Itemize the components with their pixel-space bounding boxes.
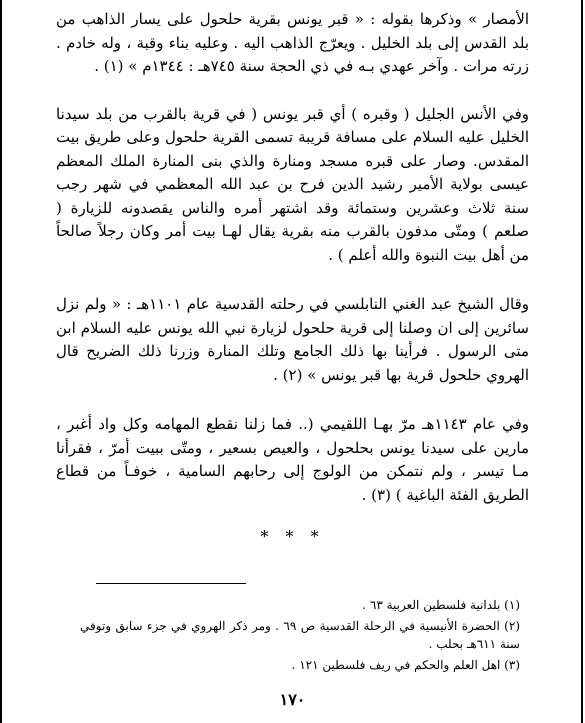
- footnotes: [80, 596, 520, 677]
- page-number: ١٧٠: [279, 690, 306, 709]
- page-body: [56, 8, 529, 549]
- footnote-rule: [96, 583, 246, 584]
- paragraph-4: وفي عام ١١٤٣هـ مرّ بهـا اللقيمي (.. فما زلنا نقطع المهامه وكل واد أغبر ، مارين على سيدنا يونس بحلحول ، والعيص بسعير ، ومتّى ببيت أمرّ ، فقرأنا مـا تيسر ، ولم نتمكن من الولوج إلى رحابهم السامية ، خوفـاً من قطاع الطريق الفئة الباغية ) (٣) .: [56, 415, 529, 504]
- page-frame-left-border: [0, 0, 2, 723]
- paragraph-2: وفي الأنس الجليل ( وقبره ) أي قبر يونس ( في قرية بالقرب من بلد سيدنا الخليل عليه السلام على مسافة قريبة تسمى القرية حلحول وعلى طريق بيت المقدس. وصار على قبره مسجد ومنارة والذي بنى المنارة الملك المعظم عيسى بولاية الأمير رشيد الدين فرح بن عبد الله المعظمي في شهر رجب سنة ثلاث وعشرين وستمائة وقد اشتهر أمره والناس يقصدونه للزيارة ( صلعم ) ومتّى مدفون بالقرب منه بقرية يقال لهـا بيت أمر وكان رجلاً صالحاً من أهل بيت النبوة والله أعلم ) .: [56, 104, 529, 264]
- paragraph-1: الأمصار » وذكرها بقوله : « قبر يونس بقرية حلحول على يسار الذاهب من بلد القدس إلى بلد الخليل . ويعرّج الذاهب اليه . وعليه بناء وقبة ، وله خادم . زرته مرات . وآخر عهدي بـه في ذي الحجة سنة ٧٤٥هـ : ١٣٤٤م » (١) .: [56, 10, 529, 75]
- footnote-1: (١) بلدانية فلسطين العربية ٦٣ .: [362, 598, 520, 612]
- section-separator: * * *: [260, 527, 325, 546]
- footnote-3: (٣) اهل العلم والحكم في ريف فلسطين ١٢١ .: [291, 658, 520, 672]
- paragraph-3: وقال الشيخ عبد الغني النابلسي في رحلته القدسية عام ١١٠١هـ : « ولم نزل سائرين إلى ان وصلنا إلى قرية حلحول لزيارة نبي الله يونس عليه السلام ابن متى الرسول . فرأينا بها ذلك الجامع وتلك المنارة وزرنا ذلك الضريح قال الهروي حلحول قرية بها قبر يونس » (٢) .: [56, 295, 529, 384]
- footnote-2: (٢) الحضرة الأنيسية في الرحلة القدسية ص ٦٩ . ومر ذكر الهروي في جزء سابق وتوفي سنة ٦١١هـ بحلب .: [80, 619, 521, 651]
- page-frame-right-border: [581, 0, 583, 723]
